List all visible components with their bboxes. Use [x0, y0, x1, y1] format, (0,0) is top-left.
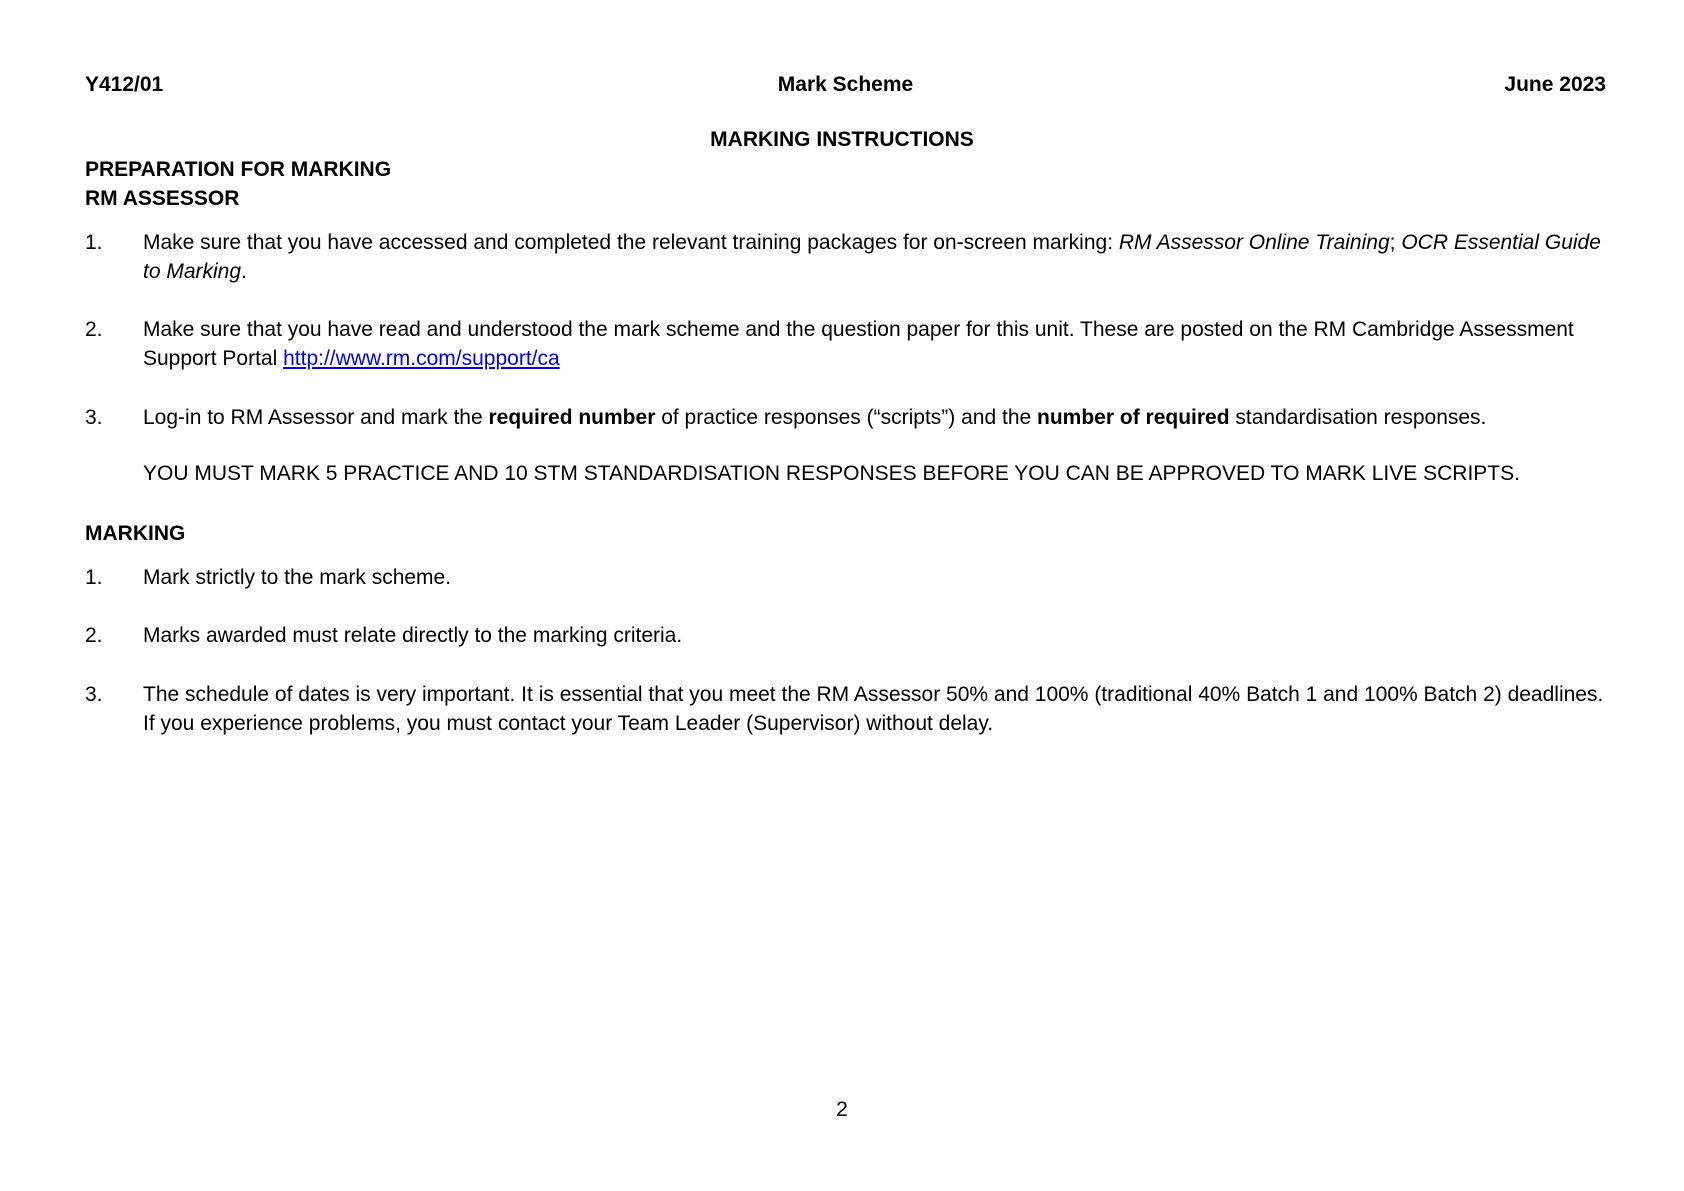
- mandatory-notice: YOU MUST MARK 5 PRACTICE AND 10 STM STANDARDISATION RESPONSES BEFORE YOU CAN BE APPROVED TO MARK LIVE SCRIPTS.: [143, 462, 1520, 485]
- item-text: Log-in to RM Assessor and mark the required number of practice responses (“scripts”) and the number of required standardisation responses.: [143, 406, 1487, 429]
- item-number: 1.: [85, 231, 103, 254]
- item-number: 1.: [85, 566, 103, 589]
- item-number: 2.: [85, 624, 103, 647]
- page-header: [85, 73, 1606, 101]
- item-text: The schedule of dates is very important. It is essential that you meet the RM Assessor 50% and 100% (traditional 40% Batch 1 and 100% Batch 2) deadlines. If you experience problems, you must contact your Team Leader (Supervisor) without delay.: [143, 683, 1604, 735]
- paper-code: Y412/01: [85, 73, 164, 96]
- marking-heading: MARKING: [85, 522, 186, 545]
- item-text: Marks awarded must relate directly to the marking criteria.: [143, 624, 683, 647]
- header-date: June 2023: [1504, 73, 1606, 96]
- page-number: 2: [836, 1098, 848, 1121]
- item-number: 3.: [85, 406, 103, 429]
- item-text: Make sure that you have read and understood the mark scheme and the question paper for this unit. These are posted on the RM Cambridge Assessment Support Portal http://www.rm.com/support/ca: [143, 318, 1574, 370]
- item-number: 3.: [85, 683, 103, 706]
- support-portal-link[interactable]: http://www.rm.com/support/ca: [283, 347, 560, 370]
- item-number: 2.: [85, 318, 103, 341]
- item-text: Make sure that you have accessed and completed the relevant training packages for on-screen marking: RM Assessor Online Training; OCR Essential Guide to Marking.: [143, 231, 1601, 283]
- item-text: Mark strictly to the mark scheme.: [143, 566, 452, 589]
- preparation-heading: PREPARATION FOR MARKING: [85, 158, 392, 181]
- rm-assessor-heading: RM ASSESSOR: [85, 187, 240, 210]
- header-title: Mark Scheme: [777, 73, 914, 96]
- page-title: MARKING INSTRUCTIONS: [710, 128, 974, 151]
